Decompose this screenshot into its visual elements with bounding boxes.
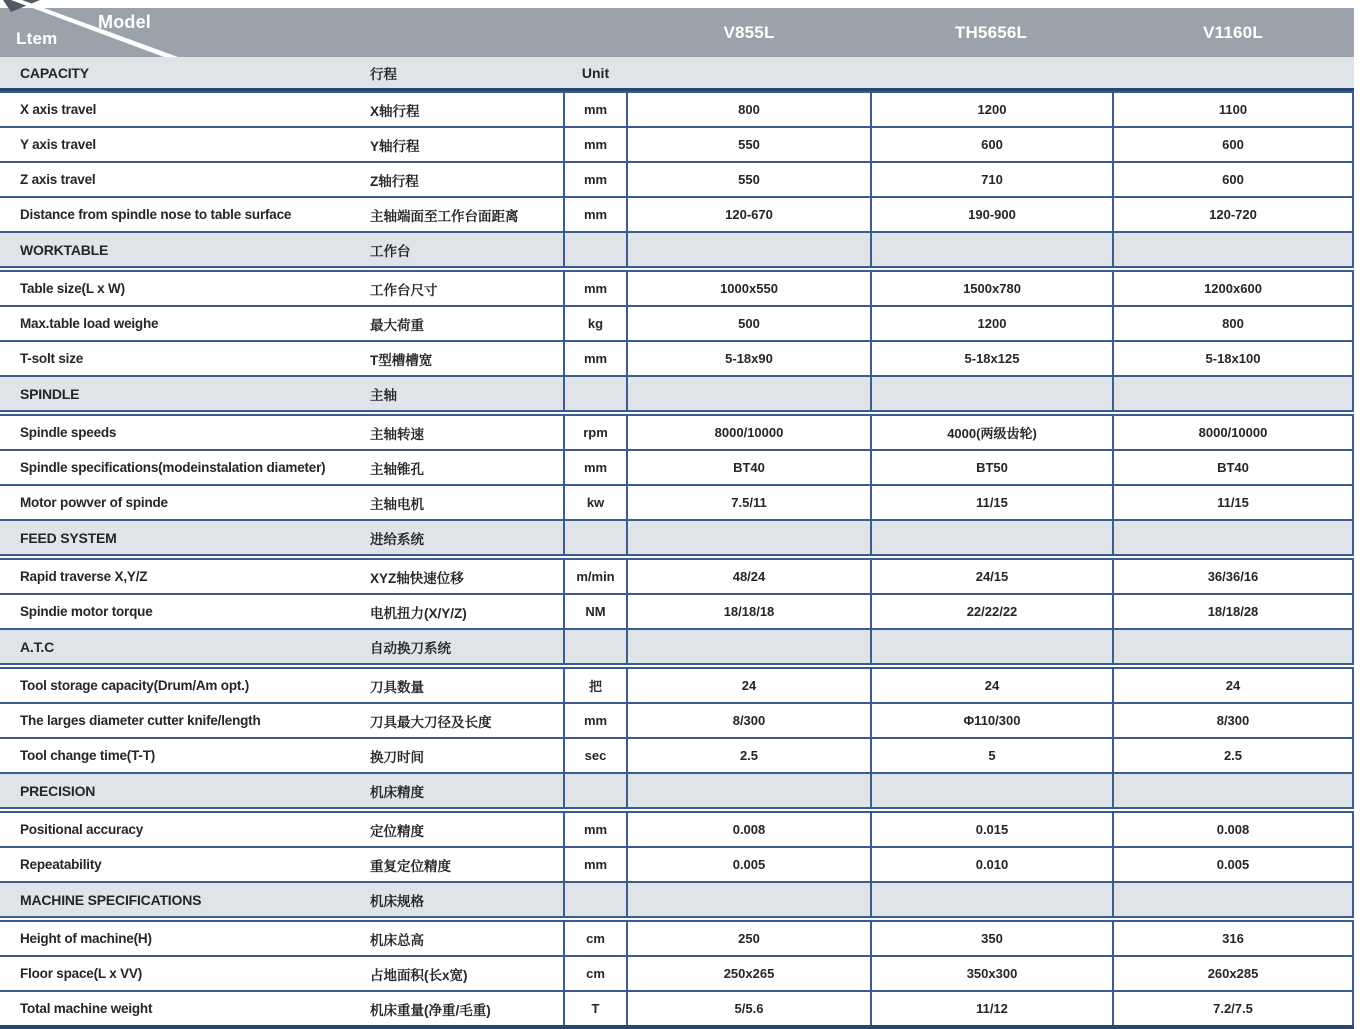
value-cell: 22/22/22 bbox=[870, 595, 1112, 628]
spec-label-en: Tool change time(T-T) bbox=[20, 748, 156, 763]
value-cell: 0.005 bbox=[1112, 848, 1354, 881]
spec-label-en: X axis travel bbox=[20, 102, 97, 117]
spec-row bbox=[0, 737, 1354, 772]
spec-label-cn: 刀具数量 bbox=[370, 679, 424, 695]
value-cell: 800 bbox=[738, 102, 760, 117]
spec-label-cn: Z轴行程 bbox=[370, 173, 419, 189]
spec-label-en: Spindie motor torque bbox=[20, 604, 153, 619]
corner-model-label: Model bbox=[98, 12, 151, 32]
value-cell: 710 bbox=[870, 163, 1112, 196]
value-cell: 350x300 bbox=[870, 957, 1112, 990]
spec-label-cn: 主轴转速 bbox=[370, 426, 424, 442]
value-cell: 0.005 bbox=[732, 857, 766, 872]
spec-label-cn: 刀具最大刀径及长度 bbox=[370, 714, 492, 730]
spec-label-en: Max.table load weighe bbox=[20, 316, 159, 331]
value-cell: 600 bbox=[1112, 128, 1354, 161]
spec-label-cn: 机床重量(净重/毛重) bbox=[370, 1002, 491, 1018]
spec-row bbox=[0, 484, 1354, 519]
spec-label-en: Motor powver of spinde bbox=[20, 495, 168, 510]
value-cell: 316 bbox=[1112, 922, 1354, 955]
value-cell: 24/15 bbox=[870, 560, 1112, 593]
spec-row bbox=[0, 340, 1354, 375]
value-cell: 1200 bbox=[870, 307, 1112, 340]
value-cell: 550 bbox=[738, 172, 760, 187]
model-column-1: V855L bbox=[723, 22, 775, 42]
unit-cell bbox=[563, 521, 628, 554]
unit-cell: mm bbox=[563, 451, 628, 484]
value-cell: BT40 bbox=[733, 460, 765, 475]
spec-label-en: Total machine weight bbox=[20, 1001, 153, 1016]
value-cell bbox=[1112, 233, 1354, 266]
spec-label-cn: 主轴电机 bbox=[370, 496, 424, 512]
unit-cell bbox=[563, 233, 628, 266]
section-title-en: FEED SYSTEM bbox=[20, 529, 117, 546]
spec-label-cn: 定位精度 bbox=[370, 823, 424, 839]
value-cell: 500 bbox=[738, 316, 760, 331]
unit-cell: mm bbox=[563, 272, 628, 305]
value-cell: Φ110/300 bbox=[870, 704, 1112, 737]
spec-label-en: Repeatability bbox=[20, 857, 102, 872]
spec-label-en: Rapid traverse X,Y/Z bbox=[20, 569, 148, 584]
spec-label-cn: 工作台尺寸 bbox=[370, 282, 438, 298]
value-cell: BT40 bbox=[1112, 451, 1354, 484]
spec-row bbox=[0, 270, 1354, 305]
value-cell: BT50 bbox=[870, 451, 1112, 484]
value-cell: 600 bbox=[870, 128, 1112, 161]
spec-row bbox=[0, 667, 1354, 702]
value-cell: 260x285 bbox=[1112, 957, 1354, 990]
value-cell: 600 bbox=[1112, 163, 1354, 196]
spec-label-cn: 重复定位精度 bbox=[370, 858, 451, 874]
section-title-en: PRECISION bbox=[20, 782, 96, 799]
value-cell: 8/300 bbox=[732, 713, 766, 728]
spec-row bbox=[0, 920, 1354, 955]
value-cell bbox=[628, 233, 870, 266]
spec-row bbox=[0, 702, 1354, 737]
spec-row bbox=[0, 990, 1354, 1025]
spec-label-en: Tool storage capacity(Drum/Am opt.) bbox=[20, 678, 250, 693]
value-cell: 120-720 bbox=[1112, 198, 1354, 231]
unit-cell: mm bbox=[563, 163, 628, 196]
spec-row bbox=[0, 593, 1354, 628]
section-title-cn: 机床精度 bbox=[370, 784, 424, 800]
value-cell: 1000x550 bbox=[720, 281, 778, 296]
section-row bbox=[0, 375, 1354, 412]
unit-cell: kg bbox=[563, 307, 628, 340]
spec-row bbox=[0, 449, 1354, 484]
spec-label-cn: 主轴锥孔 bbox=[370, 461, 424, 477]
corner-item-label: Ltem bbox=[16, 29, 58, 48]
unit-cell: mm bbox=[563, 704, 628, 737]
section-title-cn: 工作台 bbox=[370, 243, 411, 259]
value-cell: 2.5 bbox=[1112, 739, 1354, 772]
spec-label-cn: 主轴端面至工作台面距离 bbox=[370, 208, 519, 224]
value-cell bbox=[1112, 521, 1354, 554]
value-cell bbox=[870, 233, 1112, 266]
spec-row bbox=[0, 558, 1354, 593]
spec-label-en: Y axis travel bbox=[20, 137, 96, 152]
value-cell: 550 bbox=[738, 137, 760, 152]
value-cell: 250x265 bbox=[723, 966, 775, 981]
unit-cell bbox=[563, 883, 628, 916]
spec-label-en: Distance from spindle nose to table surface bbox=[20, 207, 292, 222]
section-row bbox=[0, 772, 1354, 809]
value-cell bbox=[1112, 883, 1354, 916]
spec-label-cn: Y轴行程 bbox=[370, 138, 420, 154]
section-title-cn: 进给系统 bbox=[370, 531, 424, 547]
section-row bbox=[0, 231, 1354, 268]
value-cell: 1500x780 bbox=[870, 272, 1112, 305]
value-cell bbox=[870, 883, 1112, 916]
spec-label-en: Height of machine(H) bbox=[20, 931, 152, 946]
column-header-v3 bbox=[1112, 57, 1354, 88]
value-cell: 1200 bbox=[870, 93, 1112, 126]
unit-cell: kw bbox=[563, 486, 628, 519]
column-header-v2 bbox=[870, 57, 1112, 88]
section-row bbox=[0, 881, 1354, 918]
section-row bbox=[0, 519, 1354, 556]
value-cell: 5-18x100 bbox=[1112, 342, 1354, 375]
value-cell: 5-18x90 bbox=[725, 351, 773, 366]
spec-label-en: The larges diameter cutter knife/length bbox=[20, 713, 261, 728]
spec-label-cn: XYZ轴快速位移 bbox=[370, 570, 464, 586]
unit-cell: m/min bbox=[563, 560, 628, 593]
model-column-3: V1160L bbox=[1203, 22, 1263, 42]
value-cell: 11/15 bbox=[870, 486, 1112, 519]
unit-cell: mm bbox=[563, 813, 628, 846]
spec-row bbox=[0, 955, 1354, 990]
section-title-en: WORKTABLE bbox=[20, 241, 109, 258]
value-cell: 1200x600 bbox=[1112, 272, 1354, 305]
spec-label-cn: X轴行程 bbox=[370, 103, 420, 119]
value-cell: 8000/10000 bbox=[1112, 416, 1354, 449]
value-cell: 250 bbox=[738, 931, 760, 946]
unit-cell: cm bbox=[563, 957, 628, 990]
value-cell bbox=[1112, 774, 1354, 807]
spec-row bbox=[0, 846, 1354, 881]
spec-rows-container bbox=[0, 91, 1354, 1029]
value-cell: 350 bbox=[870, 922, 1112, 955]
spec-row bbox=[0, 196, 1354, 231]
value-cell bbox=[1112, 630, 1354, 663]
value-cell bbox=[628, 774, 870, 807]
spec-label-cn: 换刀时间 bbox=[370, 749, 424, 765]
value-cell: 18/18/28 bbox=[1112, 595, 1354, 628]
unit-cell: mm bbox=[563, 198, 628, 231]
value-cell: 0.015 bbox=[870, 813, 1112, 846]
unit-cell: rpm bbox=[563, 416, 628, 449]
spec-label-en: Spindle specifications(modeinstalation diameter) bbox=[20, 460, 326, 475]
value-cell bbox=[870, 630, 1112, 663]
spec-row bbox=[0, 305, 1354, 340]
unit-cell: mm bbox=[563, 848, 628, 881]
section-title-cn: 机床规格 bbox=[370, 893, 424, 909]
value-cell: 11/15 bbox=[1112, 486, 1354, 519]
value-cell: 36/36/16 bbox=[1112, 560, 1354, 593]
value-cell: 8000/10000 bbox=[714, 425, 784, 440]
value-cell bbox=[870, 377, 1112, 410]
spec-label-en: T-solt size bbox=[20, 351, 84, 366]
value-cell: 120-670 bbox=[725, 207, 773, 222]
spec-row bbox=[0, 811, 1354, 846]
value-cell: 1100 bbox=[1112, 93, 1354, 126]
column-header-unit: Unit bbox=[581, 64, 610, 81]
value-cell: 4000(两级齿轮) bbox=[870, 416, 1112, 449]
spec-row bbox=[0, 91, 1354, 126]
spec-row bbox=[0, 126, 1354, 161]
column-header-en: CAPACITY bbox=[20, 64, 89, 81]
value-cell: 18/18/18 bbox=[723, 604, 775, 619]
value-cell: 7.2/7.5 bbox=[1112, 992, 1354, 1025]
section-title-en: MACHINE SPECIFICATIONS bbox=[20, 891, 202, 908]
value-cell: 24 bbox=[1112, 669, 1354, 702]
value-cell bbox=[628, 521, 870, 554]
section-row bbox=[0, 628, 1354, 665]
value-cell: 2.5 bbox=[739, 748, 759, 763]
value-cell: 8/300 bbox=[1112, 704, 1354, 737]
spec-label-cn: 占地面积(长x宽) bbox=[370, 967, 468, 983]
value-cell: 5/5.6 bbox=[734, 1001, 764, 1016]
value-cell bbox=[628, 377, 870, 410]
column-header-cn: 行程 bbox=[370, 66, 397, 82]
unit-cell: mm bbox=[563, 342, 628, 375]
spec-row bbox=[0, 414, 1354, 449]
spec-label-en: Table size(L x W) bbox=[20, 281, 125, 296]
unit-cell: mm bbox=[563, 128, 628, 161]
value-cell: 5-18x125 bbox=[870, 342, 1112, 375]
value-cell: 0.010 bbox=[870, 848, 1112, 881]
value-cell bbox=[870, 521, 1112, 554]
unit-cell: T bbox=[563, 992, 628, 1025]
value-cell: 800 bbox=[1112, 307, 1354, 340]
section-title-cn: 自动换刀系统 bbox=[370, 640, 451, 656]
section-title-en: SPINDLE bbox=[20, 385, 80, 402]
value-cell bbox=[870, 774, 1112, 807]
value-cell: 11/12 bbox=[870, 992, 1112, 1025]
unit-cell bbox=[563, 377, 628, 410]
column-header-v1 bbox=[628, 57, 870, 88]
spec-label-en: Floor space(L x VV) bbox=[20, 966, 142, 981]
unit-cell: mm bbox=[563, 93, 628, 126]
section-title-cn: 主轴 bbox=[370, 387, 397, 403]
value-cell: 24 bbox=[741, 678, 757, 693]
value-cell bbox=[628, 883, 870, 916]
spec-label-en: Spindle speeds bbox=[20, 425, 117, 440]
value-cell: 48/24 bbox=[732, 569, 766, 584]
value-cell: 24 bbox=[870, 669, 1112, 702]
value-cell: 190-900 bbox=[870, 198, 1112, 231]
value-cell bbox=[628, 630, 870, 663]
value-cell bbox=[1112, 377, 1354, 410]
value-cell: 5 bbox=[870, 739, 1112, 772]
unit-cell bbox=[563, 630, 628, 663]
spec-row bbox=[0, 161, 1354, 196]
unit-cell bbox=[563, 774, 628, 807]
column-header-row bbox=[0, 57, 1354, 91]
spec-label-cn: 电机扭力(X/Y/Z) bbox=[370, 605, 467, 621]
value-cell: 0.008 bbox=[1112, 813, 1354, 846]
value-cell: 7.5/11 bbox=[731, 495, 767, 510]
spec-label-cn: 最大荷重 bbox=[370, 317, 424, 333]
spec-label-cn: 机床总高 bbox=[370, 932, 424, 948]
section-title-en: A.T.C bbox=[20, 638, 55, 655]
spec-label-en: Positional accuracy bbox=[20, 822, 144, 837]
unit-cell: NM bbox=[563, 595, 628, 628]
unit-cell: sec bbox=[563, 739, 628, 772]
unit-cell: 把 bbox=[563, 669, 628, 702]
spec-label-en: Z axis travel bbox=[20, 172, 96, 187]
value-cell: 0.008 bbox=[732, 822, 766, 837]
spec-label-cn: T型槽槽宽 bbox=[370, 352, 433, 368]
unit-cell: cm bbox=[563, 922, 628, 955]
model-column-2: TH5656L bbox=[954, 22, 1028, 42]
